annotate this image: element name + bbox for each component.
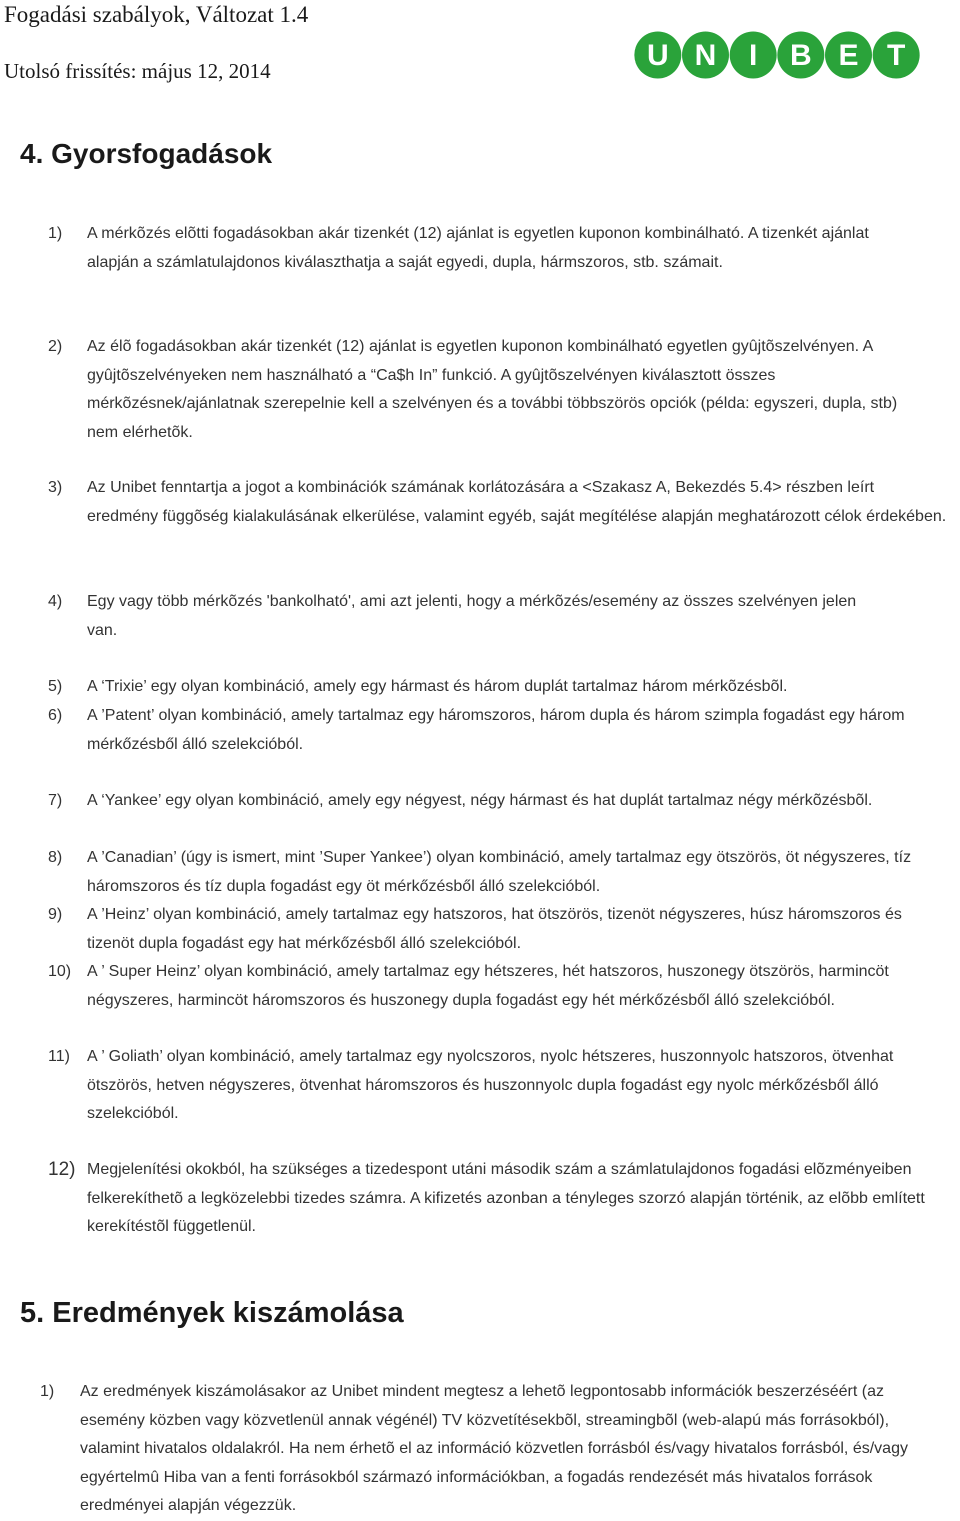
item-number: 7) <box>48 792 63 809</box>
list-item <box>40 1378 960 1521</box>
item-number: 8) <box>48 849 63 866</box>
list-item <box>48 333 960 447</box>
list-item <box>48 673 960 702</box>
item-text: A ’ Super Heinz’ olyan kombináció, amely tartalmaz egy hétszeres, hét hatszoros, huszonegy ötszörös, harmincöt négyszeres, harmincöt háromszoros és huszonegy dupla fogadást egy hét mérkőzésből álló szelekcióból. <box>87 963 889 1009</box>
item-number: 4) <box>48 593 63 610</box>
item-number: 2) <box>48 338 63 355</box>
section-5-heading: 5. Eredmények kiszámolása <box>20 1297 404 1329</box>
item-number: 10) <box>48 963 72 980</box>
item-number: 12) <box>48 1159 76 1180</box>
item-text: A ‘Trixie’ egy olyan kombináció, amely egy hármast és három duplát tartalmaz három mérkõzésbõl. <box>87 678 788 695</box>
item-text: Az eredmények kiszámolásakor az Unibet mindent megtesz a lehetõ legpontosabb információk beszerzéséért (az esemény közben vagy közvetlenül annak végénél) TV közvetítésekbõl, streamingbõl (web-alapú más forrásokból), valamint hivatalos oldalakról. Ha nem érhetõ el az információ közvetlen forrásból és/vagy hivatalos forrásból, és/vagy egyértelmû Hiba van a fenti forrásokból származó információkban, a fogadás rendezését más hivatalos források eredményei alapján végezzük. <box>80 1383 908 1514</box>
logo-letter: T <box>887 39 906 72</box>
logo-letter: B <box>789 39 812 72</box>
list-item <box>48 787 960 816</box>
item-number: 3) <box>48 479 63 496</box>
list-item <box>48 474 960 531</box>
item-number: 5) <box>48 678 63 695</box>
item-text: A ’ Goliath’ olyan kombináció, amely tartalmaz egy nyolcszoros, nyolc hétszeres, huszonnyolc hatszoros, ötvenhat ötszörös, hetven négyszeres, ötvenhat háromszoros és huszonnyolc dupla fogadást egy nyolc mérkőzésből álló szelekcióból. <box>87 1048 894 1122</box>
list-item <box>48 844 960 901</box>
item-text: A mérkõzés elõtti fogadásokban akár tizenkét (12) ajánlat is egyetlen kuponon kombinálható. A tizenkét ajánlat alapján a számlatulajdonos kiválaszthatja a saját egyedi, dupla, hármszoros, stb. számait. <box>87 225 869 271</box>
logo-letter: N <box>694 39 717 72</box>
list-item <box>48 1156 960 1242</box>
list-item <box>48 220 960 277</box>
list-item <box>48 702 960 759</box>
logo-letter: U <box>646 39 669 72</box>
item-text: A ‘Yankee’ egy olyan kombináció, amely egy négyest, négy hármast és hat duplát tartalmaz négy mérkõzésbõl. <box>87 792 873 809</box>
item-text: Az élõ fogadásokban akár tizenkét (12) ajánlat is egyetlen kuponon kombinálható egyetlen gyûjtõszelvényen. A gyûjtõszelvényeken nem használható a “Ca$h In” funkció. A gyûjtõszelvényen kiválasztott összes mérkõzésnek/ajánlatnak szerepelnie kell a szelvényen és a további többszörös opciók (példa: egyszeri, dupla, stb) nem elérhetõk. <box>87 338 898 441</box>
list-item <box>48 901 960 958</box>
item-number: 9) <box>48 906 63 923</box>
list-item <box>48 958 960 1015</box>
item-text: Egy vagy több mérkõzés 'bankolható', ami azt jelenti, hogy a mérkõzés/esemény az összes szelvényen jelen van. <box>87 593 857 639</box>
document-title: Fogadási szabályok, Változat 1.4 <box>4 2 309 27</box>
logo-letter: E <box>838 39 859 72</box>
item-number: 6) <box>48 707 63 724</box>
section-4-heading: 4. Gyorsfogadások <box>20 138 273 169</box>
item-text: Az Unibet fenntartja a jogot a kombinációk számának korlátozására a <Szakasz A, Bekezdés 5.4> részben leírt eredmény függõség kialakulásának elkerülése, valamint egyéb, saját megítélése alapján meghatározott célok érdekében. <box>87 479 947 525</box>
list-item <box>48 588 960 645</box>
item-text: Megjelenítési okokból, ha szükséges a tizedespont utáni második szám a számlatulajdonos fogadási elõzményeiben felkerekíthetõ a legközelebbi tizedes számra. A kifizetés azonban a tényleges szorzó alapján történik, az elõbb említett kerekítéstõl függetlenül. <box>87 1161 925 1235</box>
item-text: A ’Patent’ olyan kombináció, amely tartalmaz egy háromszoros, három dupla és három szimpla fogadást egy három mérkőzésből álló szelekcióból. <box>87 707 905 753</box>
item-text: A ’Canadian’ (úgy is ismert, mint ’Super Yankee’) olyan kombináció, amely tartalmaz egy ötszörös, öt négyszeres, tíz háromszoros és tíz dupla fogadást egy öt mérkőzésből álló szelekcióból. <box>87 849 912 895</box>
last-updated-date: Utolsó frissítés: május 12, 2014 <box>4 59 271 83</box>
item-number: 1) <box>48 225 63 242</box>
item-number: 1) <box>40 1383 55 1400</box>
unibet-logo <box>634 30 920 80</box>
list-item <box>48 1043 960 1129</box>
item-text: A ’Heinz’ olyan kombináció, amely tartalmaz egy hatszoros, hat ötszörös, tizenöt négyszeres, húsz háromszoros és tizenöt dupla fogadást egy hat mérkőzésből álló szelekcióból. <box>87 906 902 952</box>
logo-letter: I <box>748 39 758 72</box>
item-number: 11) <box>48 1048 70 1065</box>
